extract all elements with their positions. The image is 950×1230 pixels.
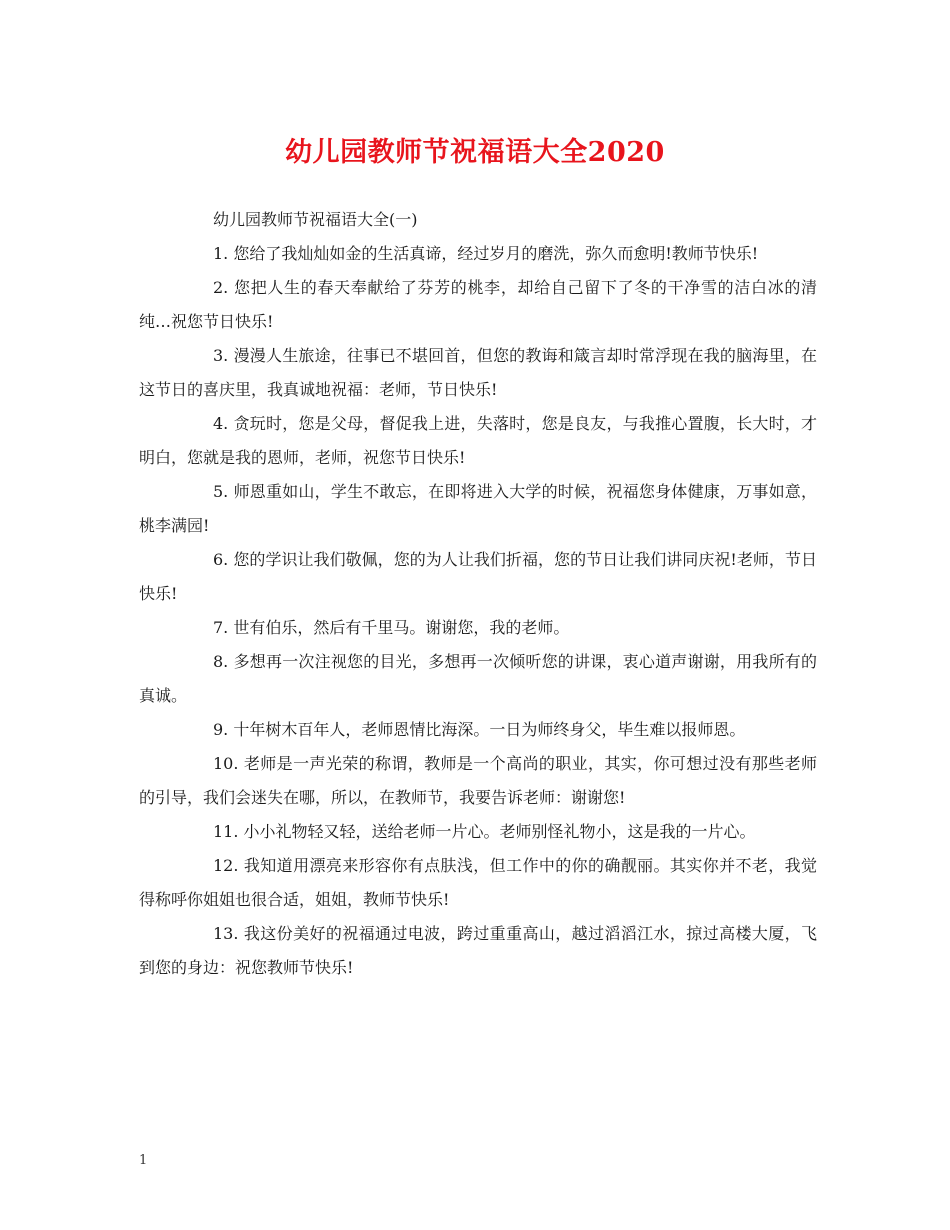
list-item: 13. 我这份美好的祝福通过电波，跨过重重高山，越过滔滔江水，掠过高楼大厦，飞到您的身边：祝您教师节快乐! — [139, 924, 817, 977]
document-body — [139, 203, 817, 985]
document-title: 幼儿园教师节祝福语大全2020 — [285, 137, 665, 168]
list-item: 5. 师恩重如山，学生不敢忘，在即将进入大学的时候，祝福您身体健康，万事如意，桃李满园! — [139, 482, 817, 535]
list-item: 11. 小小礼物轻又轻，送给老师一片心。老师别怪礼物小，这是我的一片心。 — [213, 822, 756, 841]
list-item: 2. 您把人生的春天奉献给了芬芳的桃李，却给自己留下了冬的干净雪的洁白冰的清纯…祝您节日快乐! — [139, 278, 817, 331]
list-item: 1. 您给了我灿灿如金的生活真谛，经过岁月的磨洗，弥久而愈明!教师节快乐! — [213, 244, 759, 263]
list-item: 10. 老师是一声光荣的称谓，教师是一个高尚的职业，其实，你可想过没有那些老师的引导，我们会迷失在哪，所以，在教师节，我要告诉老师：谢谢您! — [139, 754, 817, 807]
page-number: 1 — [139, 1153, 148, 1168]
list-item: 3. 漫漫人生旅途，往事已不堪回首，但您的教诲和箴言却时常浮现在我的脑海里，在这节日的喜庆里，我真诚地祝福：老师，节日快乐! — [139, 346, 817, 399]
section-heading: 幼儿园教师节祝福语大全(一) — [213, 210, 418, 229]
list-item: 7. 世有伯乐，然后有千里马。谢谢您，我的老师。 — [213, 618, 570, 637]
list-item: 9. 十年树木百年人，老师恩情比海深。一日为师终身父，毕生难以报师恩。 — [213, 720, 746, 739]
list-item: 6. 您的学识让我们敬佩，您的为人让我们折福，您的节日让我们讲同庆祝!老师，节日快乐! — [139, 550, 817, 603]
list-item: 8. 多想再一次注视您的目光，多想再一次倾听您的讲课，衷心道声谢谢，用我所有的真诚。 — [139, 652, 817, 705]
list-item: 12. 我知道用漂亮来形容你有点肤浅，但工作中的你的确靓丽。其实你并不老，我觉得称呼你姐姐也很合适，姐姐，教师节快乐! — [139, 856, 817, 909]
list-item: 4. 贪玩时，您是父母，督促我上进，失落时，您是良友，与我推心置腹，长大时，才明白，您就是我的恩师，老师，祝您节日快乐! — [139, 414, 817, 467]
